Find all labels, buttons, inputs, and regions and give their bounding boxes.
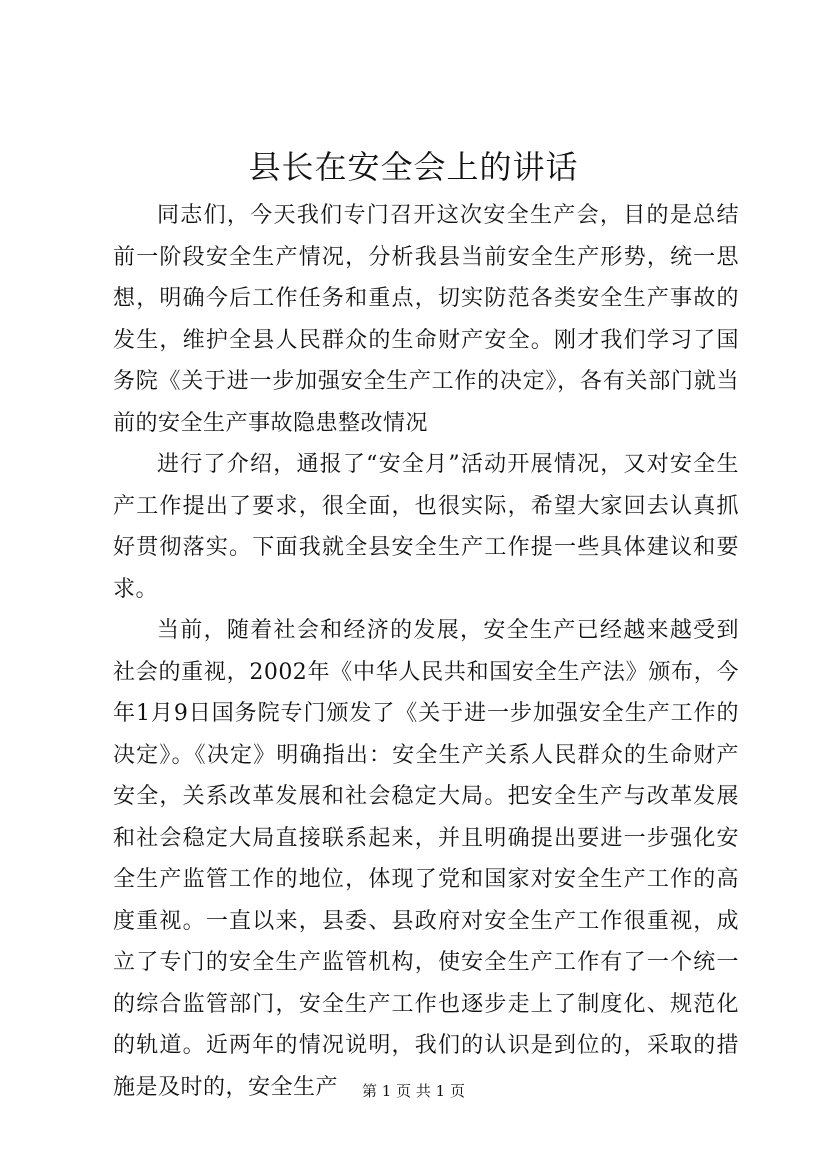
paragraph-1: 同志们，今天我们专门召开这次安全生产会，目的是总结前一阶段安全生产情况，分析我县当前安全生产形势，统一思想，明确今后工作任务和重点，切实防范各类安全生产事故的发生，维护全县人民群众的生命财产安全。刚才我们学习了国务院《关于进一步加强安全生产工作的决定》，各有关部门就当前的安全生产事故隐患整改情况 <box>113 203 739 436</box>
paragraph-3: 当前，随着社会和经济的发展，安全生产已经越来越受到社会的重视，2002年《中华人民共和国安全生产法》颁布，今年1月9日国务院专门颁发了《关于进一步加强安全生产工作的决定》。《决定》明确指出：安全生产关系人民群众的生命财产安全，关系改革发展和社会稳定大局。把安全生产与改革发展和社会稳定大局直接联系起来，并且明确提出要进一步强化安全生产监管工作的地位，体现了党和国家对安全生产工作的高度重视。一直以来，县委、县政府对安全生产工作很重视，成立了专门的安全生产监管机构，使安全生产工作有了一个统一的综合监管部门，安全生产工作也逐步走上了制度化、规范化的轨道。近两年的情况说明，我们的认识是到位的，采取的措施是及时的，安全生产 <box>113 618 739 1100</box>
document-title: 县长在安全会上的讲话 <box>248 148 579 186</box>
document-body <box>113 195 739 1108</box>
page-footer: 第 1 页 共 1 页 <box>362 1082 465 1100</box>
paragraph-2: 进行了介绍，通报了“安全月”活动开展情况，又对安全生产工作提出了要求，很全面，也很实际，希望大家回去认真抓好贯彻落实。下面我就全县安全生产工作提一些具体建议和要求。 <box>113 452 739 602</box>
